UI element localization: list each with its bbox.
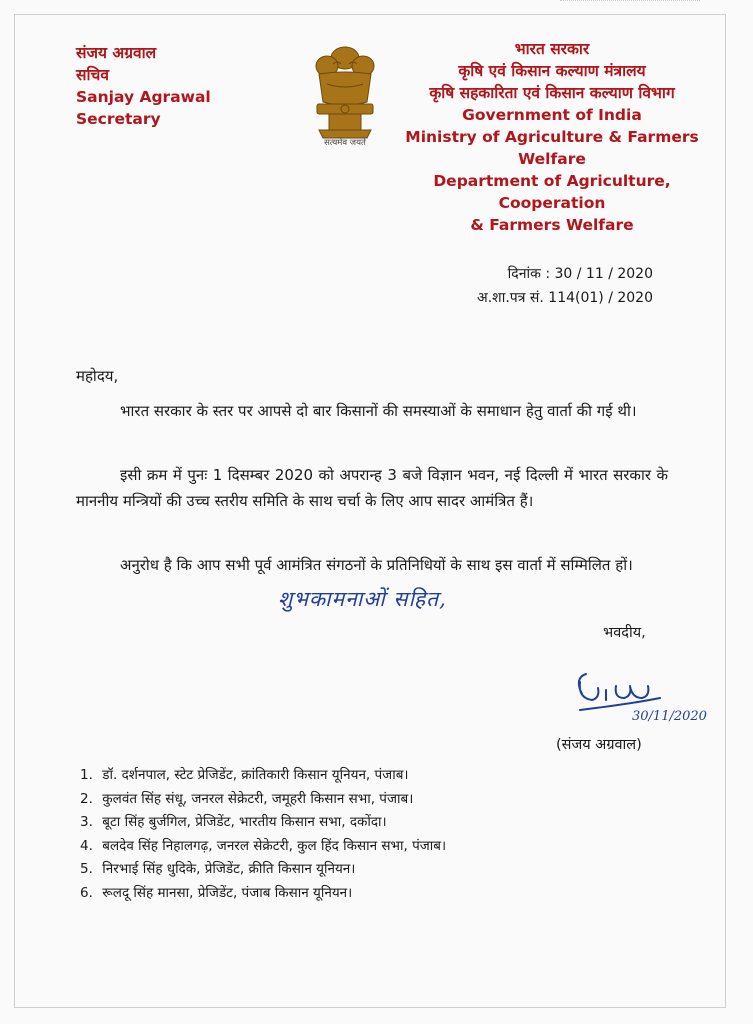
dept-line3-hindi: कृषि सहकारिता एवं किसान कल्याण विभाग	[429, 84, 675, 102]
recipient-item: 6. रूलदू सिंह मानसा, प्रेजिडेंट, पंजाब किसान यूनियन।	[80, 884, 353, 901]
scan-mark	[560, 0, 700, 7]
recipient-item: 5. निरभाई सिंह धुदिके, प्रेजिडेंट, क्रीति किसान यूनियन।	[80, 861, 356, 877]
recipient-item: 1. डॉ. दर्शनपाल, स्टेट प्रेजिडेंट, क्रांतिकारी किसान यूनियन, पंजाब।	[80, 767, 409, 783]
dept-line2-hindi: कृषि एवं किसान कल्याण मंत्रालय	[458, 62, 646, 80]
dept-line1-hindi: भारत सरकार	[514, 40, 590, 58]
signatory-name: (संजय अग्रवाल)	[556, 737, 642, 753]
officer-block	[76, 42, 211, 130]
body-paragraph-3: अनुरोध है कि आप सभी पूर्व आमंत्रित संगठनों के प्रतिनिधियों के साथ इस वार्ता में सम्मिलित हों।	[120, 556, 633, 574]
recipient-item: 4. बलदेव सिंह निहालगढ़, जनरल सेक्रेटरी, कुल हिंद किसान सभा, पंजाब।	[80, 837, 447, 854]
department-block	[387, 38, 717, 236]
reference-row	[477, 286, 653, 310]
handwritten-greeting: शुभकामनाओं सहित,	[278, 587, 447, 611]
reference-label: अ.शा.पत्र सं.	[477, 290, 544, 306]
letter-meta	[477, 262, 653, 310]
officer-title-hindi: सचिव	[76, 66, 109, 84]
recipient-list	[80, 764, 446, 905]
closing: भवदीय,	[603, 625, 646, 641]
recipient-item: 2. कुलवंत सिंह संधू, जनरल सेक्रेटरी, जमूहरी किसान सभा, पंजाब।	[80, 790, 414, 807]
date-label: दिनांक :	[507, 266, 551, 282]
emblem-motto: सत्यमेव जयते	[324, 138, 366, 148]
salutation: महोदय,	[76, 367, 119, 385]
date-row	[477, 262, 653, 286]
date-value: 30 / 11 / 2020	[554, 266, 653, 282]
national-emblem-icon	[297, 40, 393, 152]
recipient-item: 3. बूटा सिंह बुर्जगिल, प्रेजिडेंट, भारतीय किसान सभा, दकोंदा।	[80, 814, 387, 830]
svg-text:30/11/2020: 30/11/2020	[632, 709, 707, 724]
officer-title-english: Secretary	[76, 110, 161, 128]
signature-icon	[570, 664, 730, 734]
body-paragraph-2: इसी क्रम में पुनः 1 दिसम्बर 2020 को अपरान्ह 3 बजे विज्ञान भवन, नई दिल्ली में भारत सरकार के माननीय मन्त्रियों की उच्च स्तरीय समिति के साथ चर्चा के लिए आप सादर आमंत्रित हैं।	[76, 466, 668, 510]
officer-name-hindi: संजय अग्रवाल	[76, 44, 157, 62]
body-paragraph-1: भारत सरकार के स्तर पर आपसे दो बार किसानों की समस्याओं के समाधान हेतु वार्ता की गई थी।	[120, 402, 637, 420]
dept-line4-english: & Farmers Welfare	[470, 216, 634, 234]
dept-line2-english: Ministry of Agriculture & Farmers Welfare	[405, 128, 699, 168]
dept-line3-english: Department of Agriculture, Cooperation	[433, 172, 671, 212]
dept-line1-english: Government of India	[462, 106, 642, 124]
officer-name-english: Sanjay Agrawal	[76, 88, 211, 106]
reference-value: 114(01) / 2020	[548, 290, 653, 306]
